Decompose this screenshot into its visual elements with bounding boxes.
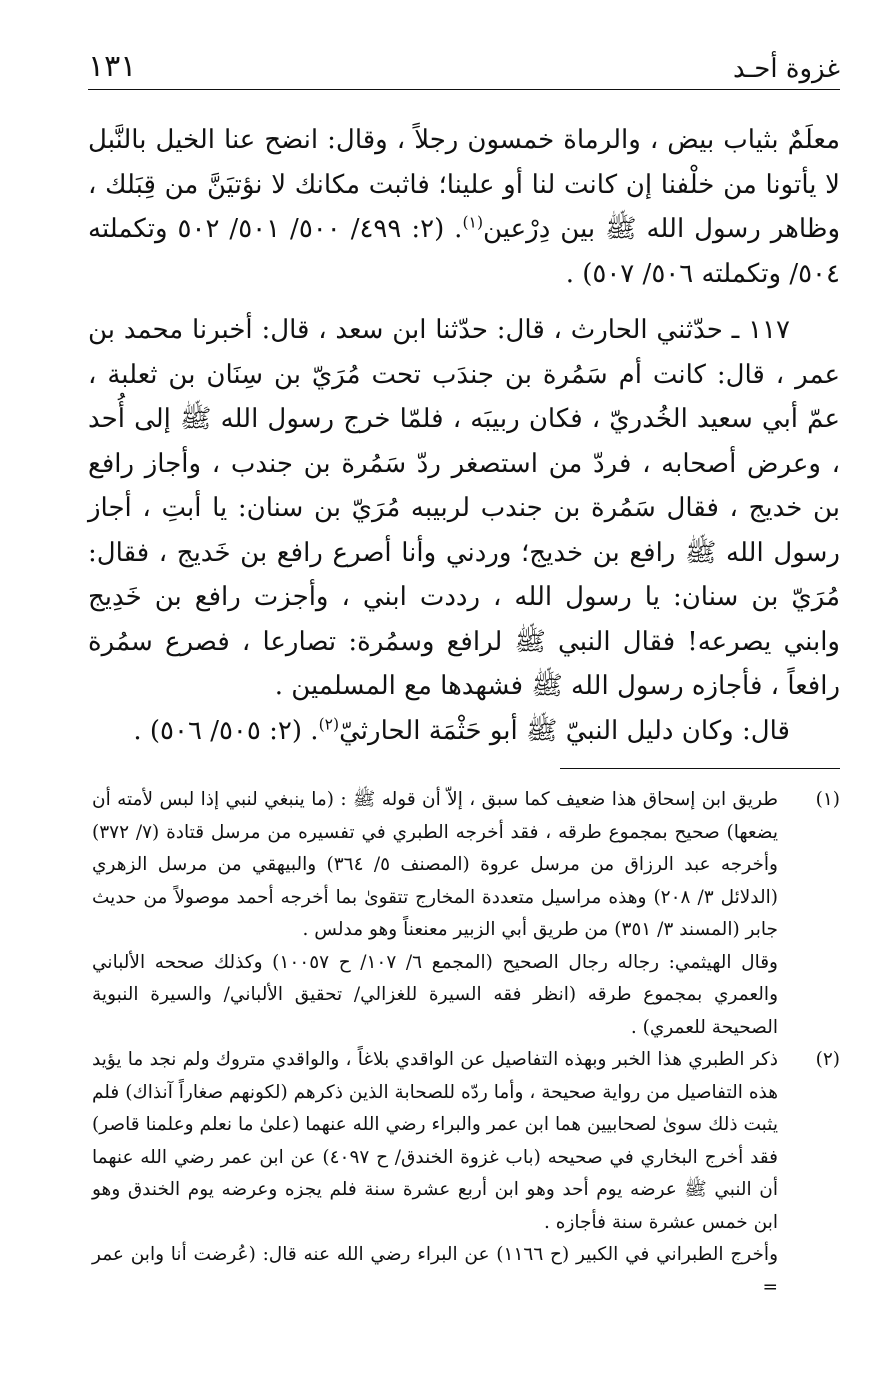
paragraph-3-text: قال: وكان دليل النبيّ ﷺ أبو حَثْمَة الحارثيّ xyxy=(339,715,790,746)
footnote-paragraph: ذكر الطبري هذا الخبر وبهذه التفاصيل عن الواقدي بلاغاً ، والواقدي متروك ولم نجد ما يؤيد هذه التفاصيل من رواية صحيحة ، وأما ردّه للصحابة الذين ذكرهم (لكونهم صغاراً آنذاك) فلم يثبت ذلك سوىٰ لصحابيين هما ابن عمر والبراء رضي الله عنهما (علىٰ ما نعلم وعلمنا قاصر) فقد أخرج البخاري في صحيحه (باب غزوة الخندق/ ح ٤٠٩٧) عن ابن عمر رضي الله عنهما أن النبي ﷺ عرضه يوم أحد وهو ابن أربع عشرة سنة فلم يجزه وعرضه يوم الخندق وهو ابن خمس عشرة سنة فأجازه . xyxy=(92,1049,778,1233)
footnote-number: (١) xyxy=(815,789,840,810)
footnote-paragraph: وقال الهيثمي: رجاله رجال الصحيح (المجمع ٦/ ١٠٧/ ح ١٠٠٥٧) وكذلك صححه الألباني والعمري بمجموع طرقه (انظر فقه السيرة للغزالي/ تحقيق الألباني/ والسيرة النبوية الصحيحة للعمري) . xyxy=(92,951,778,1038)
footnote-ref-2: (٢) xyxy=(318,714,340,733)
footnote-ref-1: (١) xyxy=(462,213,484,232)
footnote-number: (٢) xyxy=(815,1049,840,1070)
paragraph-1-tail: . (٢: ٤٩٩/ ٥٠٠/ ٥٠١/ ٥٠٢ وتكملته ٥٠٤/ وتكملته ٥٠٦/ ٥٠٧) . xyxy=(88,214,840,289)
footnote-paragraph: طريق ابن إسحاق هذا ضعيف كما سبق ، إلاّ أن قوله ﷺ : (ما ينبغي لنبي إذا لبس لأمته أن يضعها) صحيح بمجموع طرقه ، فقد أخرجه الطبري في تفسيره من مرسل قتادة (٧/ ٣٧٢) وأخرجه عبد الرزاق من مرسل عروة (المصنف ٥/ ٣٦٤) والبيهقي من مرسل الزهري (الدلائل ٣/ ٢٠٨) وهذه مراسيل متعددة المخارج تتقوىٰ بما أخرجه أحمد موصولاً من حديث جابر (المسند ٣/ ٣٥١) من طريق أبي الزبير معنعناً وهو مدلس . xyxy=(92,789,778,940)
page-number: ١٣١ xyxy=(88,49,137,84)
footnotes xyxy=(92,784,840,1304)
footnote-2 xyxy=(92,1044,840,1304)
header-rule xyxy=(88,89,840,90)
main-text xyxy=(88,118,840,753)
footnote-rule xyxy=(560,768,840,769)
paragraph-3 xyxy=(88,709,840,754)
paragraph-1 xyxy=(88,118,840,296)
paragraph-1-text: معلَمٌ بثياب بيض ، والرماة خمسون رجلاً ، وقال: انضح عنا الخيل بالنَّبل لا يأتونا من خلْفنا إن كانت لنا أو علينا؛ فاثبت مكانك لا نؤتيَنَّ من قِبَلك ، وظاهر رسول الله ﷺ بين دِرْعين xyxy=(88,125,840,244)
running-title: غزوة أحـد xyxy=(733,54,840,84)
paragraph-117: ١١٧ ـ حدّثني الحارث ، قال: حدّثنا ابن سعد ، قال: أخبرنا محمد بن عمر ، قال: كانت أم سَمُرة بن جندَب تحت مُرَيّ بن سِنَان بن ثعلبة ، عمّ أبي سعيد الخُدريّ ، فكان ربيبَه ، فلمّا خرج رسول الله ﷺ إلى أُحد ، وعرض أصحابه ، فردّ من استصغر ردّ سَمُرة بن جندب ، وأجاز رافع بن خديج ، فقال سَمُرة بن جندب لربيبه مُرَيّ بن سنان: يا أبتِ ، أجاز رسول الله ﷺ رافع بن خديج؛ وردني وأنا أصرع رافع بن خَديج ، فقال: مُرَيّ بن سنان: يا رسول الله ، رددت ابني ، وأجزت رافع بن خَدِيج وابني يصرعه! فقال النبي ﷺ لرافع وسمُرة: تصارعا ، فصرع سمُرة رافعاً ، فأجازه رسول الله ﷺ فشهدها مع المسلمين . xyxy=(88,315,840,701)
page-header xyxy=(88,48,840,88)
footnote-1 xyxy=(92,784,840,1044)
footnote-paragraph: وأخرج الطبراني في الكبير (ح ١١٦٦) عن البراء رضي الله عنه قال: (عُرضت أنا وابن عمر = xyxy=(92,1244,778,1298)
paragraph-3-tail: . (٢: ٥٠٥/ ٥٠٦) . xyxy=(133,715,319,746)
